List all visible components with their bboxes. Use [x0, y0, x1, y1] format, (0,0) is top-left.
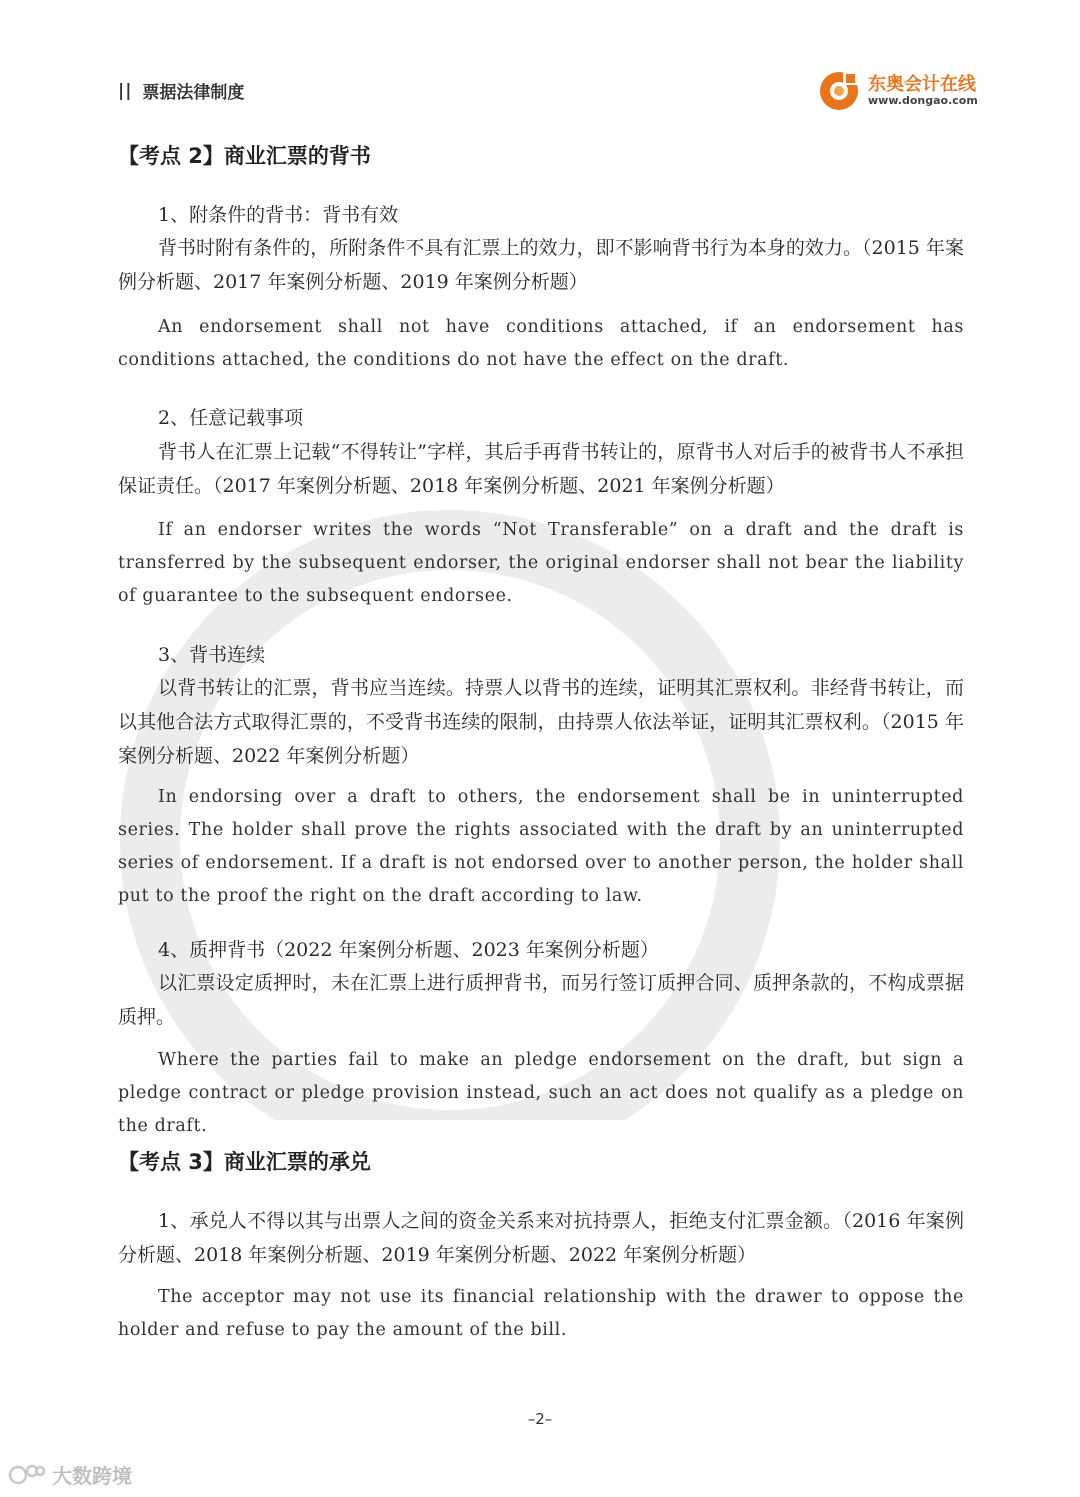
item-body-cn-3: 以背书转让的汇票，背书应当连续。持票人以背书的连续，证明其汇票权利。非经背书转让，而以其他合法方式取得汇票的，不受背书连续的限制，由持票人依法举证，证明其汇票权利。（2015 年案例分析题、2022 年案例分析题） [118, 677, 964, 767]
item-body-cn-2: 背书人在汇票上记载“不得转让”字样，其后手再背书转让的，原背书人对后手的被背书人不承担保证责任。（2017 年案例分析题、2018 年案例分析题、2021 年案例分析题） [118, 441, 964, 497]
dongao-logo-icon [818, 70, 860, 112]
footer-brand-text: 大数跨境 [52, 1464, 132, 1488]
chapter-title: 票据法律制度 [142, 83, 245, 103]
brand-logo [818, 70, 978, 112]
header-marker: || [118, 80, 133, 101]
item-body-cn-1: 背书时附有条件的，所附条件不具有汇票上的效力，即不影响背书行为本身的效力。（2015 年案例分析题、2017 年案例分析题、2019 年案例分析题） [118, 237, 964, 293]
page-number: –2– [527, 1410, 553, 1428]
item-body-cn-4: 以汇票设定质押时，未在汇票上进行质押背书，而另行签订质押合同、质押条款的，不构成票据质押。 [118, 972, 964, 1028]
s3-item-body-cn-1: 1、承兑人不得以其与出票人之间的资金关系来对抗持票人，拒绝支付汇票金额。（2016 年案例分析题、2018 年案例分析题、2019 年案例分析题、2022 年案例分析题） [118, 1210, 964, 1266]
brand-url: www.dongao.com [868, 93, 978, 107]
footer-watermark [8, 1460, 132, 1489]
section-title-point-2: 【考点 2】商业汇票的背书 [118, 144, 371, 168]
brand-name: 东奥会计在线 [868, 74, 976, 96]
s3-item-body-en-1: The acceptor may not use its financial relationship with the drawer to oppose the holder and refuse to pay the amount of the bill. [118, 1287, 964, 1340]
item-heading-3: 3、背书连续 [158, 644, 266, 666]
item-heading-4: 4、质押背书（2022 年案例分析题、2023 年案例分析题） [158, 939, 659, 961]
item-heading-1: 1、附条件的背书：背书有效 [158, 204, 399, 226]
item-heading-2: 2、任意记载事项 [158, 407, 304, 429]
running-header [118, 78, 244, 103]
item-body-en-1: An endorsement shall not have conditions attached, if an endorsement has conditions attached, the conditions do not have the effect on the draft. [118, 317, 964, 370]
item-body-en-4: Where the parties fail to make an pledge endorsement on the draft, but sign a pledge contract or pledge provision instead, such an act does not qualify as a pledge on the draft. [118, 1050, 964, 1136]
item-body-en-2: If an endorser writes the words “Not Transferable” on a draft and the draft is transferred by the subsequent endorser, the original endorser shall not bear the liability of guarantee to the subsequent endorsee. [118, 520, 964, 606]
section-title-point-3: 【考点 3】商业汇票的承兑 [118, 1150, 371, 1174]
item-body-en-3: In endorsing over a draft to others, the endorsement shall be in uninterrupted series. The holder shall prove the rights associated with the draft by an uninterrupted series of endorsement. If a draft is not endorsed over to another person, the holder shall put to the proof the right on the draft according to law. [118, 787, 964, 906]
footer-brand-icon [8, 1462, 46, 1488]
